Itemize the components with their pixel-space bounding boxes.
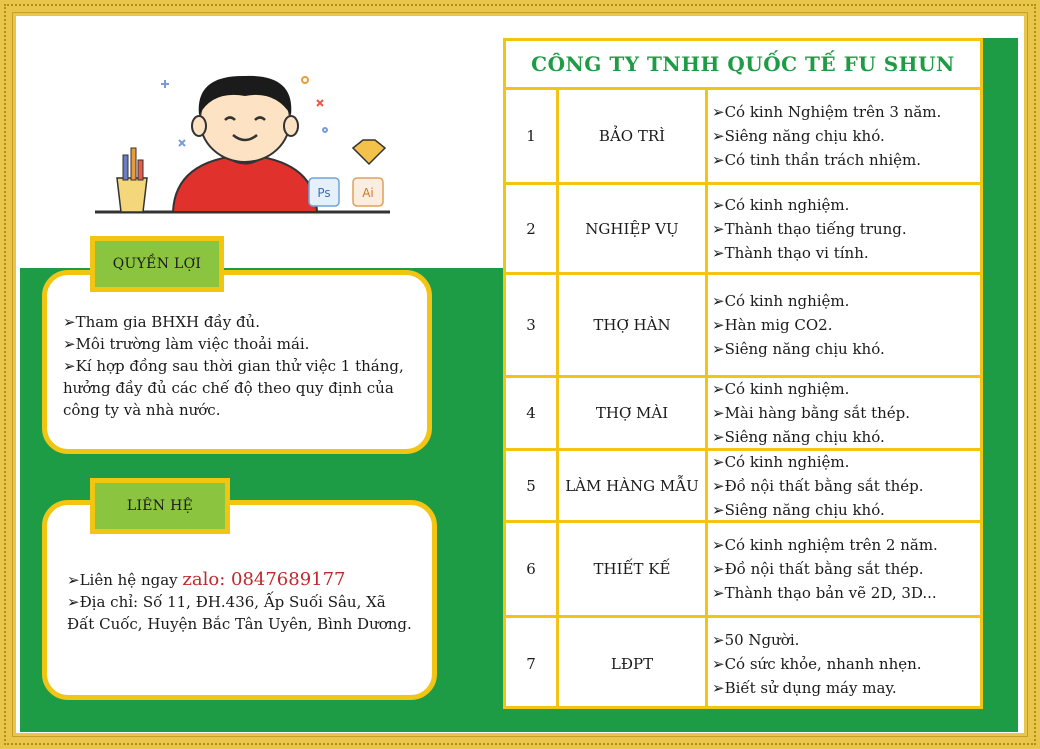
requirement: ➢Hàn mig CO2. <box>712 316 833 334</box>
benefits-tag-label: QUYỀN LỢI <box>95 241 219 287</box>
worker-illustration <box>95 60 395 220</box>
ai-icon <box>353 178 383 206</box>
row-position: NGHIỆP VỤ <box>559 185 708 272</box>
row-position: LĐPT <box>559 618 708 709</box>
requirement: ➢Thành thạo bản vẽ 2D, 3D... <box>712 584 937 602</box>
requirement: ➢Siêng năng chịu khó. <box>712 340 885 358</box>
requirement: ➢Mài hàng bằng sắt thép. <box>712 404 911 422</box>
row-requirements <box>708 618 980 709</box>
row-number: 3 <box>506 275 559 375</box>
table-row <box>506 523 980 618</box>
row-requirements <box>708 451 980 520</box>
row-position: LÀM HÀNG MẪU <box>559 451 708 520</box>
requirement: ➢Siêng năng chịu khó. <box>712 428 885 446</box>
table-row <box>506 275 980 378</box>
requirement: ➢Thành thạo tiếng trung. <box>712 219 907 238</box>
row-requirements <box>708 523 980 615</box>
row-position: BẢO TRÌ <box>559 90 708 182</box>
row-position: THỢ MÀI <box>559 378 708 448</box>
requirement: ➢Có sức khỏe, nhanh nhẹn. <box>712 654 922 673</box>
requirement: ➢Biết sử dụng máy may. <box>712 678 897 697</box>
zalo-number: zalo: 0847689177 <box>182 569 346 590</box>
row-position: THỢ HÀN <box>559 275 708 375</box>
row-number: 6 <box>506 523 559 615</box>
benefit-item: ➢Môi trường làm việc thoải mái. <box>63 335 310 353</box>
row-number: 5 <box>506 451 559 520</box>
requirement: ➢Thành thạo vi tính. <box>712 243 869 262</box>
requirement: ➢Có kinh nghiệm trên 2 năm. <box>712 536 938 554</box>
contact-line <box>67 569 414 591</box>
company-title: CÔNG TY TNHH QUỐC TẾ FU SHUN <box>506 41 980 90</box>
pencil-cup-icon <box>117 148 147 212</box>
contact-prefix: ➢Liên hệ ngay <box>67 571 183 589</box>
requirement: ➢Có kinh Nghiệm trên 3 năm. <box>712 103 942 121</box>
diamond-icon <box>353 140 385 164</box>
svg-text:Ps: Ps <box>317 186 331 200</box>
row-requirements <box>708 185 980 272</box>
benefit-item: ➢Tham gia BHXH đầy đủ. <box>63 313 260 331</box>
row-number: 4 <box>506 378 559 448</box>
requirement: ➢Có kinh nghiệm. <box>712 292 850 310</box>
table-row <box>506 378 980 451</box>
requirement: ➢Đồ nội thất bằng sắt thép. <box>712 560 924 578</box>
requirement: ➢Có tinh thần trách nhiệm. <box>712 151 922 169</box>
table-row <box>506 185 980 275</box>
contact-tag-label: LIÊN HỆ <box>95 483 225 529</box>
contact-address: ➢Địa chỉ: Số 11, ĐH.436, Ấp Suối Sâu, Xã Đất Cuốc, Huyện Bắc Tân Uyên, Bình Dương. <box>67 593 412 633</box>
ps-icon <box>309 178 339 206</box>
requirement: ➢Đồ nội thất bằng sắt thép. <box>712 476 924 495</box>
jobs-table <box>503 38 983 709</box>
row-number: 2 <box>506 185 559 272</box>
contact-tag <box>90 478 230 534</box>
table-row <box>506 451 980 523</box>
row-number: 1 <box>506 90 559 182</box>
requirement: ➢Có kinh nghiệm. <box>712 452 850 471</box>
row-requirements <box>708 90 980 182</box>
requirement: ➢Siêng năng chịu khó. <box>712 127 885 145</box>
requirement: ➢50 Người. <box>712 630 800 649</box>
benefits-tag <box>90 236 224 292</box>
requirement: ➢Có kinh nghiệm. <box>712 195 850 214</box>
row-number: 7 <box>506 618 559 709</box>
row-requirements <box>708 275 980 375</box>
requirement: ➢Có kinh nghiệm. <box>712 380 850 398</box>
benefits-card <box>42 270 432 454</box>
row-position: THIẾT KẾ <box>559 523 708 615</box>
table-row <box>506 618 980 709</box>
table-row <box>506 90 980 185</box>
svg-text:Ai: Ai <box>362 186 374 200</box>
requirement: ➢Siêng năng chịu khó. <box>712 500 885 519</box>
benefit-item: ➢Kí hợp đồng sau thời gian thử việc 1 tháng, hưởng đầy đủ các chế độ theo quy định của công ty và nhà nước. <box>63 357 404 419</box>
row-requirements <box>708 378 980 448</box>
